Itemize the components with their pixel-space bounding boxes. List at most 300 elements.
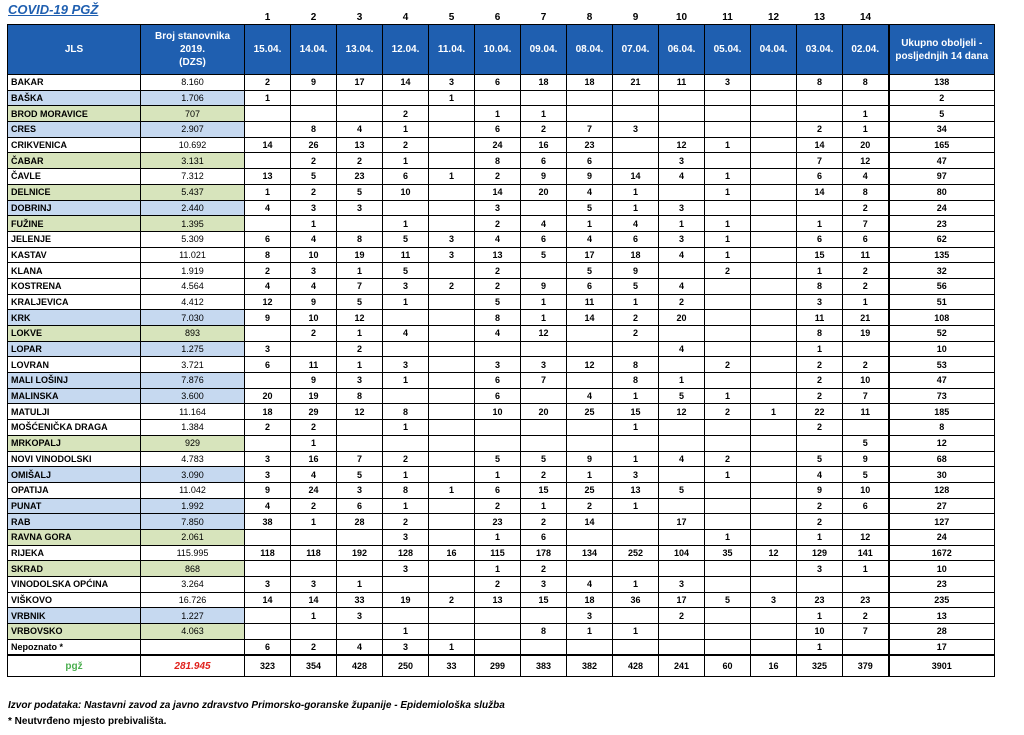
case-count-cell [521, 90, 567, 106]
population-cell: 3.721 [141, 357, 245, 373]
case-count-cell [567, 341, 613, 357]
case-count-cell: 3 [475, 200, 521, 216]
case-count-cell: 3 [613, 122, 659, 138]
case-count-cell: 3 [245, 341, 291, 357]
case-count-cell: 24 [475, 137, 521, 153]
population-cell: 893 [141, 326, 245, 342]
case-count-cell: 9 [521, 278, 567, 294]
case-count-cell: 2 [475, 577, 521, 593]
case-count-cell [429, 373, 475, 389]
case-count-cell: 2 [797, 373, 843, 389]
case-count-cell [843, 514, 889, 530]
case-count-cell: 17 [659, 592, 705, 608]
table-row [8, 278, 995, 294]
municipality-name: KRK [8, 310, 141, 326]
case-count-cell: 18 [567, 75, 613, 91]
total-cell: 165 [889, 137, 995, 153]
case-count-cell: 5 [337, 467, 383, 483]
case-count-cell [567, 639, 613, 655]
case-count-cell [429, 404, 475, 420]
case-count-cell [751, 577, 797, 593]
case-count-cell: 104 [659, 545, 705, 561]
case-count-cell: 38 [245, 514, 291, 530]
case-count-cell [521, 435, 567, 451]
municipality-name: ČAVLE [8, 169, 141, 185]
total-cell: 68 [889, 451, 995, 467]
case-count-cell: 1 [291, 514, 337, 530]
case-count-cell: 6 [797, 231, 843, 247]
case-count-cell [291, 624, 337, 640]
case-count-cell: 9 [245, 482, 291, 498]
case-count-cell: 1 [705, 169, 751, 185]
total-cell: 5 [889, 106, 995, 122]
case-count-cell: 19 [843, 326, 889, 342]
case-count-cell [751, 529, 797, 545]
case-count-cell [475, 420, 521, 436]
case-count-cell: 5 [567, 200, 613, 216]
case-count-cell [797, 200, 843, 216]
table-row [8, 90, 995, 106]
case-count-cell: 5 [843, 467, 889, 483]
footnote: * Neutvrđeno mjesto prebivališta. [8, 716, 167, 727]
case-count-cell [567, 561, 613, 577]
case-count-cell: 33 [337, 592, 383, 608]
case-count-cell [613, 639, 659, 655]
case-count-cell: 2 [521, 514, 567, 530]
case-count-cell: 2 [659, 294, 705, 310]
municipality-name: LOVRAN [8, 357, 141, 373]
case-count-cell [613, 90, 659, 106]
case-count-cell: 12 [337, 310, 383, 326]
case-count-cell: 115 [475, 545, 521, 561]
date-header: 10.04. [475, 25, 521, 75]
case-count-cell: 12 [659, 137, 705, 153]
case-count-cell: 2 [843, 608, 889, 624]
case-count-cell: 19 [383, 592, 429, 608]
case-count-cell: 2 [797, 514, 843, 530]
case-count-cell: 3 [337, 482, 383, 498]
total-cell: 138 [889, 75, 995, 91]
case-count-cell [475, 639, 521, 655]
case-count-cell [383, 388, 429, 404]
case-count-cell [337, 529, 383, 545]
case-count-cell: 21 [613, 75, 659, 91]
case-count-cell: 2 [245, 75, 291, 91]
case-count-cell [751, 624, 797, 640]
case-count-cell: 19 [337, 247, 383, 263]
municipality-name: SKRAD [8, 561, 141, 577]
total-population: 281.945 [141, 655, 245, 677]
case-count-cell: 4 [291, 231, 337, 247]
case-count-cell: 13 [475, 592, 521, 608]
case-count-cell [429, 310, 475, 326]
case-count-cell [245, 435, 291, 451]
case-count-cell: 1 [705, 247, 751, 263]
total-cell: 10 [889, 561, 995, 577]
case-count-cell [751, 122, 797, 138]
total-cell: 32 [889, 263, 995, 279]
case-count-cell [705, 624, 751, 640]
case-count-cell: 4 [659, 247, 705, 263]
daily-total-cell: 16 [751, 655, 797, 677]
table-row [8, 216, 995, 232]
case-count-cell: 2 [291, 326, 337, 342]
municipality-name: RIJEKA [8, 545, 141, 561]
case-count-cell: 23 [797, 592, 843, 608]
case-count-cell: 7 [337, 278, 383, 294]
case-count-cell: 9 [521, 169, 567, 185]
case-count-cell [567, 529, 613, 545]
case-count-cell: 1 [475, 467, 521, 483]
daily-total-cell: 382 [567, 655, 613, 677]
daily-total-cell: 33 [429, 655, 475, 677]
population-cell: 2.907 [141, 122, 245, 138]
case-count-cell: 23 [475, 514, 521, 530]
case-count-cell: 12 [843, 529, 889, 545]
case-count-cell: 3 [245, 451, 291, 467]
case-count-cell: 2 [475, 278, 521, 294]
table-row [8, 435, 995, 451]
case-count-cell: 6 [245, 639, 291, 655]
case-count-cell [751, 435, 797, 451]
case-count-cell: 1 [613, 184, 659, 200]
date-header: 15.04. [245, 25, 291, 75]
case-count-cell: 2 [291, 184, 337, 200]
case-count-cell [705, 326, 751, 342]
case-count-cell: 1 [245, 184, 291, 200]
case-count-cell: 5 [843, 435, 889, 451]
case-count-cell: 118 [291, 545, 337, 561]
case-count-cell: 2 [521, 122, 567, 138]
case-count-cell: 13 [475, 247, 521, 263]
municipality-name: BAŠKA [8, 90, 141, 106]
case-count-cell: 20 [659, 310, 705, 326]
case-count-cell: 6 [475, 75, 521, 91]
population-cell: 1.384 [141, 420, 245, 436]
case-count-cell [705, 514, 751, 530]
case-count-cell: 1 [521, 294, 567, 310]
case-count-cell: 3 [245, 467, 291, 483]
case-count-cell [705, 122, 751, 138]
case-count-cell: 1 [429, 90, 475, 106]
case-count-cell: 20 [245, 388, 291, 404]
table-row [8, 529, 995, 545]
case-count-cell: 1 [567, 467, 613, 483]
case-count-cell: 2 [613, 326, 659, 342]
case-count-cell: 2 [797, 420, 843, 436]
case-count-cell: 7 [337, 451, 383, 467]
case-count-cell: 8 [613, 373, 659, 389]
case-count-cell [521, 639, 567, 655]
case-count-cell [751, 75, 797, 91]
case-count-cell: 6 [337, 498, 383, 514]
case-count-cell: 12 [521, 326, 567, 342]
case-count-cell: 1 [383, 624, 429, 640]
case-count-cell: 1 [659, 373, 705, 389]
table-row [8, 592, 995, 608]
case-count-cell: 3 [659, 577, 705, 593]
case-count-cell: 4 [567, 184, 613, 200]
case-count-cell [659, 639, 705, 655]
case-count-cell [291, 341, 337, 357]
case-count-cell [843, 420, 889, 436]
population-cell: 7.850 [141, 514, 245, 530]
case-count-cell: 18 [245, 404, 291, 420]
case-count-cell: 13 [337, 137, 383, 153]
population-cell: 4.412 [141, 294, 245, 310]
case-count-cell [843, 577, 889, 593]
table-row [8, 247, 995, 263]
case-count-cell [613, 561, 659, 577]
case-count-cell [429, 467, 475, 483]
total-cell: 2 [889, 90, 995, 106]
case-count-cell [337, 561, 383, 577]
case-count-cell: 1 [383, 467, 429, 483]
case-count-cell: 12 [337, 404, 383, 420]
case-count-cell [337, 624, 383, 640]
total-cell: 56 [889, 278, 995, 294]
case-count-cell: 3 [429, 75, 475, 91]
case-count-cell [705, 341, 751, 357]
case-count-cell: 2 [475, 169, 521, 185]
population-cell: 11.021 [141, 247, 245, 263]
case-count-cell: 1 [797, 529, 843, 545]
case-count-cell [705, 498, 751, 514]
total-cell: 135 [889, 247, 995, 263]
daily-total-cell: 354 [291, 655, 337, 677]
case-count-cell [751, 137, 797, 153]
case-count-cell [659, 106, 705, 122]
case-count-cell: 10 [291, 310, 337, 326]
case-count-cell: 1 [291, 608, 337, 624]
municipality-name: DELNICE [8, 184, 141, 200]
case-count-cell [475, 435, 521, 451]
case-count-cell: 8 [843, 184, 889, 200]
case-count-cell: 14 [475, 184, 521, 200]
case-count-cell: 3 [383, 639, 429, 655]
case-count-cell: 1 [705, 467, 751, 483]
daily-total-cell: 383 [521, 655, 567, 677]
table-row [8, 231, 995, 247]
total-cell: 53 [889, 357, 995, 373]
case-count-cell: 20 [521, 184, 567, 200]
municipality-name: NOVI VINODOLSKI [8, 451, 141, 467]
case-count-cell: 18 [613, 247, 659, 263]
case-count-cell [291, 106, 337, 122]
case-count-cell: 7 [521, 373, 567, 389]
population-cell: 1.275 [141, 341, 245, 357]
case-count-cell: 2 [337, 341, 383, 357]
case-count-cell: 1 [567, 624, 613, 640]
case-count-cell: 4 [567, 388, 613, 404]
case-count-cell: 6 [475, 373, 521, 389]
case-count-cell: 3 [659, 200, 705, 216]
day-number: 5 [448, 11, 455, 23]
case-count-cell: 2 [383, 137, 429, 153]
case-count-cell: 2 [705, 263, 751, 279]
case-count-cell: 10 [843, 373, 889, 389]
population-cell: 868 [141, 561, 245, 577]
case-count-cell [751, 310, 797, 326]
case-count-cell: 1 [291, 435, 337, 451]
case-count-cell: 141 [843, 545, 889, 561]
case-count-cell [383, 608, 429, 624]
municipality-name: VRBOVSKO [8, 624, 141, 640]
case-count-cell: 2 [475, 498, 521, 514]
municipality-name: CRES [8, 122, 141, 138]
case-count-cell: 2 [797, 357, 843, 373]
case-count-cell: 1 [429, 169, 475, 185]
case-count-cell: 129 [797, 545, 843, 561]
population-cell [141, 639, 245, 655]
case-count-cell: 9 [245, 310, 291, 326]
case-count-cell: 3 [245, 577, 291, 593]
case-count-cell [843, 341, 889, 357]
population-cell: 3.600 [141, 388, 245, 404]
case-count-cell: 15 [521, 592, 567, 608]
case-count-cell: 9 [843, 451, 889, 467]
population-cell: 5.309 [141, 231, 245, 247]
municipality-name: VRBNIK [8, 608, 141, 624]
case-count-cell: 2 [705, 404, 751, 420]
case-count-cell: 4 [337, 122, 383, 138]
case-count-cell: 8 [797, 75, 843, 91]
case-count-cell [429, 435, 475, 451]
day-number-row [8, 10, 995, 25]
case-count-cell [567, 373, 613, 389]
case-count-cell: 9 [291, 75, 337, 91]
case-count-cell: 1 [291, 216, 337, 232]
total-cell: 51 [889, 294, 995, 310]
municipality-name: MALI LOŠINJ [8, 373, 141, 389]
case-count-cell [613, 514, 659, 530]
case-count-cell [751, 639, 797, 655]
case-count-cell: 9 [291, 294, 337, 310]
case-count-cell [429, 514, 475, 530]
case-count-cell [429, 388, 475, 404]
case-count-cell: 9 [567, 451, 613, 467]
case-count-cell: 2 [843, 263, 889, 279]
case-count-cell: 11 [843, 247, 889, 263]
case-count-cell: 1 [613, 200, 659, 216]
case-count-cell: 9 [613, 263, 659, 279]
population-cell: 16.726 [141, 592, 245, 608]
case-count-cell: 2 [383, 514, 429, 530]
total-cell: 47 [889, 153, 995, 169]
case-count-cell: 11 [567, 294, 613, 310]
case-count-cell [567, 106, 613, 122]
case-count-cell: 12 [751, 545, 797, 561]
case-count-cell: 2 [705, 451, 751, 467]
municipality-name: KASTAV [8, 247, 141, 263]
case-count-cell [291, 90, 337, 106]
total-cell: 97 [889, 169, 995, 185]
case-count-cell [429, 153, 475, 169]
case-count-cell: 4 [291, 467, 337, 483]
case-count-cell [751, 169, 797, 185]
case-count-cell [705, 106, 751, 122]
case-count-cell [383, 310, 429, 326]
case-count-cell: 14 [797, 137, 843, 153]
case-count-cell: 1 [383, 294, 429, 310]
table-row [8, 153, 995, 169]
date-header: 14.04. [291, 25, 337, 75]
case-count-cell: 1 [383, 216, 429, 232]
case-count-cell: 1 [383, 122, 429, 138]
case-count-cell: 8 [383, 482, 429, 498]
case-count-cell [245, 122, 291, 138]
case-count-cell: 134 [567, 545, 613, 561]
case-count-cell: 178 [521, 545, 567, 561]
case-count-cell: 4 [797, 467, 843, 483]
case-count-cell: 1 [705, 388, 751, 404]
population-cell: 929 [141, 435, 245, 451]
case-count-cell: 25 [567, 482, 613, 498]
case-count-cell: 3 [659, 153, 705, 169]
case-count-cell: 4 [475, 326, 521, 342]
case-count-cell: 2 [843, 200, 889, 216]
case-count-cell [797, 435, 843, 451]
table-row [8, 373, 995, 389]
case-count-cell: 1 [383, 420, 429, 436]
case-count-cell: 3 [291, 200, 337, 216]
municipality-name: MALINSKA [8, 388, 141, 404]
case-count-cell: 2 [475, 263, 521, 279]
total-cell: 73 [889, 388, 995, 404]
case-count-cell [429, 561, 475, 577]
case-count-cell: 28 [337, 514, 383, 530]
case-count-cell: 1 [797, 341, 843, 357]
case-count-cell [659, 498, 705, 514]
covid-table [7, 10, 995, 677]
case-count-cell: 4 [567, 577, 613, 593]
case-count-cell: 1 [245, 90, 291, 106]
case-count-cell: 4 [659, 278, 705, 294]
case-count-cell: 11 [291, 357, 337, 373]
case-count-cell [659, 529, 705, 545]
case-count-cell [751, 278, 797, 294]
case-count-cell: 5 [383, 263, 429, 279]
municipality-name: MRKOPALJ [8, 435, 141, 451]
case-count-cell: 6 [843, 498, 889, 514]
case-count-cell: 23 [567, 137, 613, 153]
case-count-cell: 7 [843, 624, 889, 640]
table-row [8, 561, 995, 577]
case-count-cell: 1 [521, 106, 567, 122]
population-cell: 1.992 [141, 498, 245, 514]
case-count-cell [751, 514, 797, 530]
case-count-cell [521, 341, 567, 357]
case-count-cell: 4 [291, 278, 337, 294]
case-count-cell: 21 [843, 310, 889, 326]
case-count-cell [613, 137, 659, 153]
municipality-name: OMIŠALJ [8, 467, 141, 483]
case-count-cell: 3 [521, 577, 567, 593]
case-count-cell: 2 [567, 498, 613, 514]
case-count-cell [429, 529, 475, 545]
case-count-cell [429, 184, 475, 200]
total-cell: 24 [889, 200, 995, 216]
population-cell: 4.564 [141, 278, 245, 294]
case-count-cell: 3 [705, 75, 751, 91]
case-count-cell: 14 [567, 514, 613, 530]
case-count-cell: 6 [383, 169, 429, 185]
case-count-cell: 2 [429, 278, 475, 294]
date-header: 13.04. [337, 25, 383, 75]
population-cell: 7.030 [141, 310, 245, 326]
case-count-cell [475, 90, 521, 106]
population-cell: 3.090 [141, 467, 245, 483]
